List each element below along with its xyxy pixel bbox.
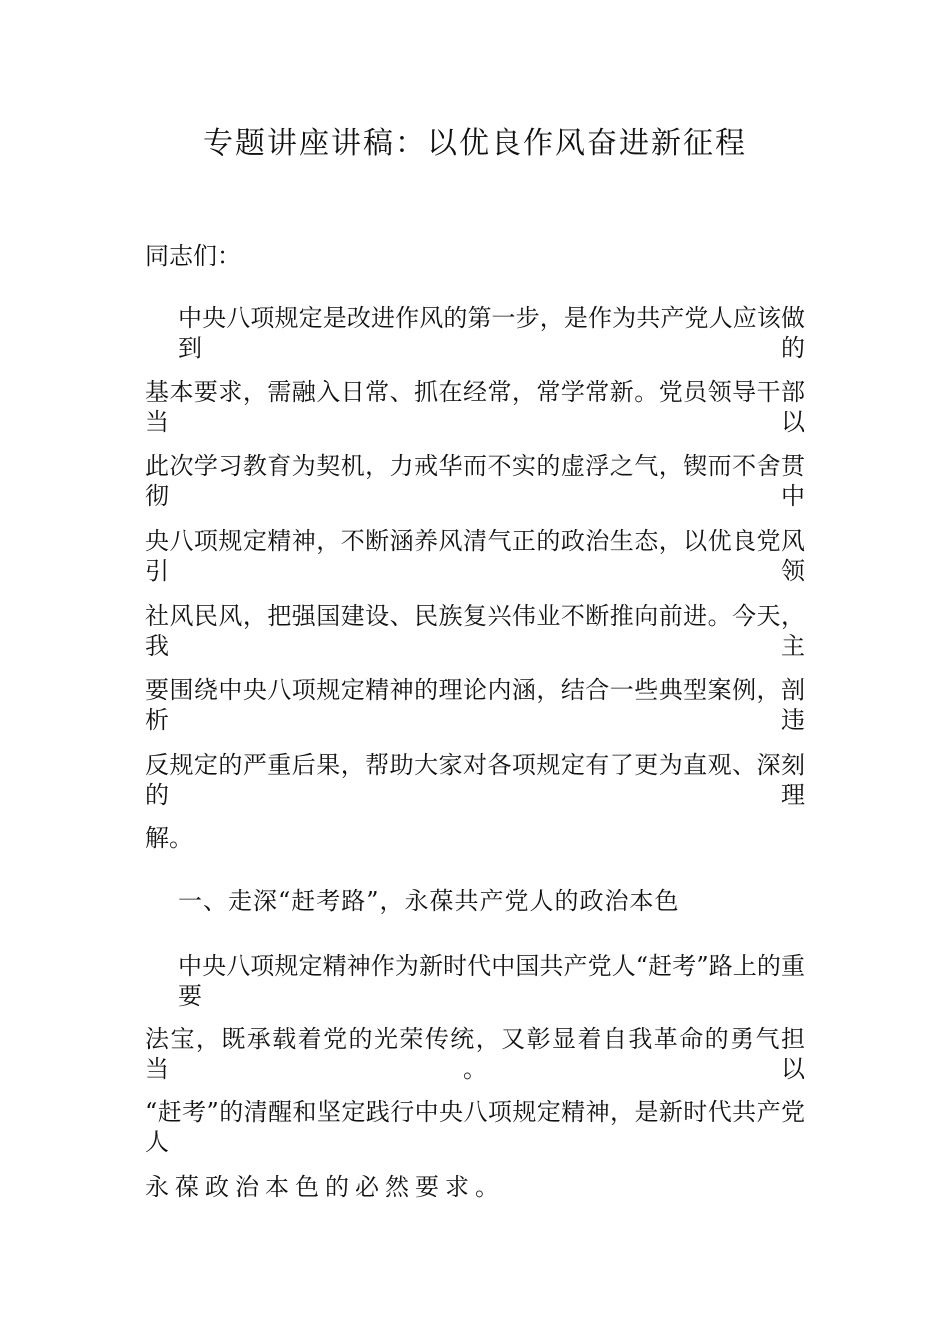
- paragraph-line: 央八项规定精神，不断涵养风清气正的政治生态，以优良党风引领: [145, 527, 805, 585]
- paragraph-line: 中央八项规定精神作为新时代中国共产党人“赶考”路上的重要: [178, 952, 805, 1010]
- paragraph-line: 此次学习教育为契机，力戒华而不实的虚浮之气，锲而不舍贯彻中: [145, 452, 805, 510]
- paragraph-line: 解。: [145, 824, 193, 852]
- paragraph-line: 法宝，既承载着党的光荣传统，又彰显着自我革命的勇气担当。以: [145, 1025, 805, 1083]
- paragraph-line: 永葆政治本色的必然要求。: [145, 1173, 505, 1201]
- paragraph-line: 中央八项规定是改进作风的第一步，是作为共产党人应该做到的: [178, 304, 805, 362]
- paragraph-line: “赶考”的清醒和坚定践行中央八项规定精神，是新时代共产党人: [145, 1098, 805, 1156]
- section-heading: 一、走深“赶考路”，永葆共产党人的政治本色: [178, 887, 680, 915]
- document-title: 专题讲座讲稿：以优良作风奋进新征程: [203, 126, 747, 161]
- paragraph-line: 基本要求，需融入日常、抓在经常，常学常新。党员领导干部当以: [145, 378, 805, 436]
- paragraph-line: 社风民风，把强国建设、民族复兴伟业不断推向前进。今天，我主: [145, 602, 805, 660]
- paragraph-line: 反规定的严重后果，帮助大家对各项规定有了更为直观、深刻的理: [145, 751, 805, 809]
- salutation: 同志们：: [145, 242, 241, 270]
- paragraph-line: 要围绕中央八项规定精神的理论内涵，结合一些典型案例，剖析违: [145, 676, 805, 734]
